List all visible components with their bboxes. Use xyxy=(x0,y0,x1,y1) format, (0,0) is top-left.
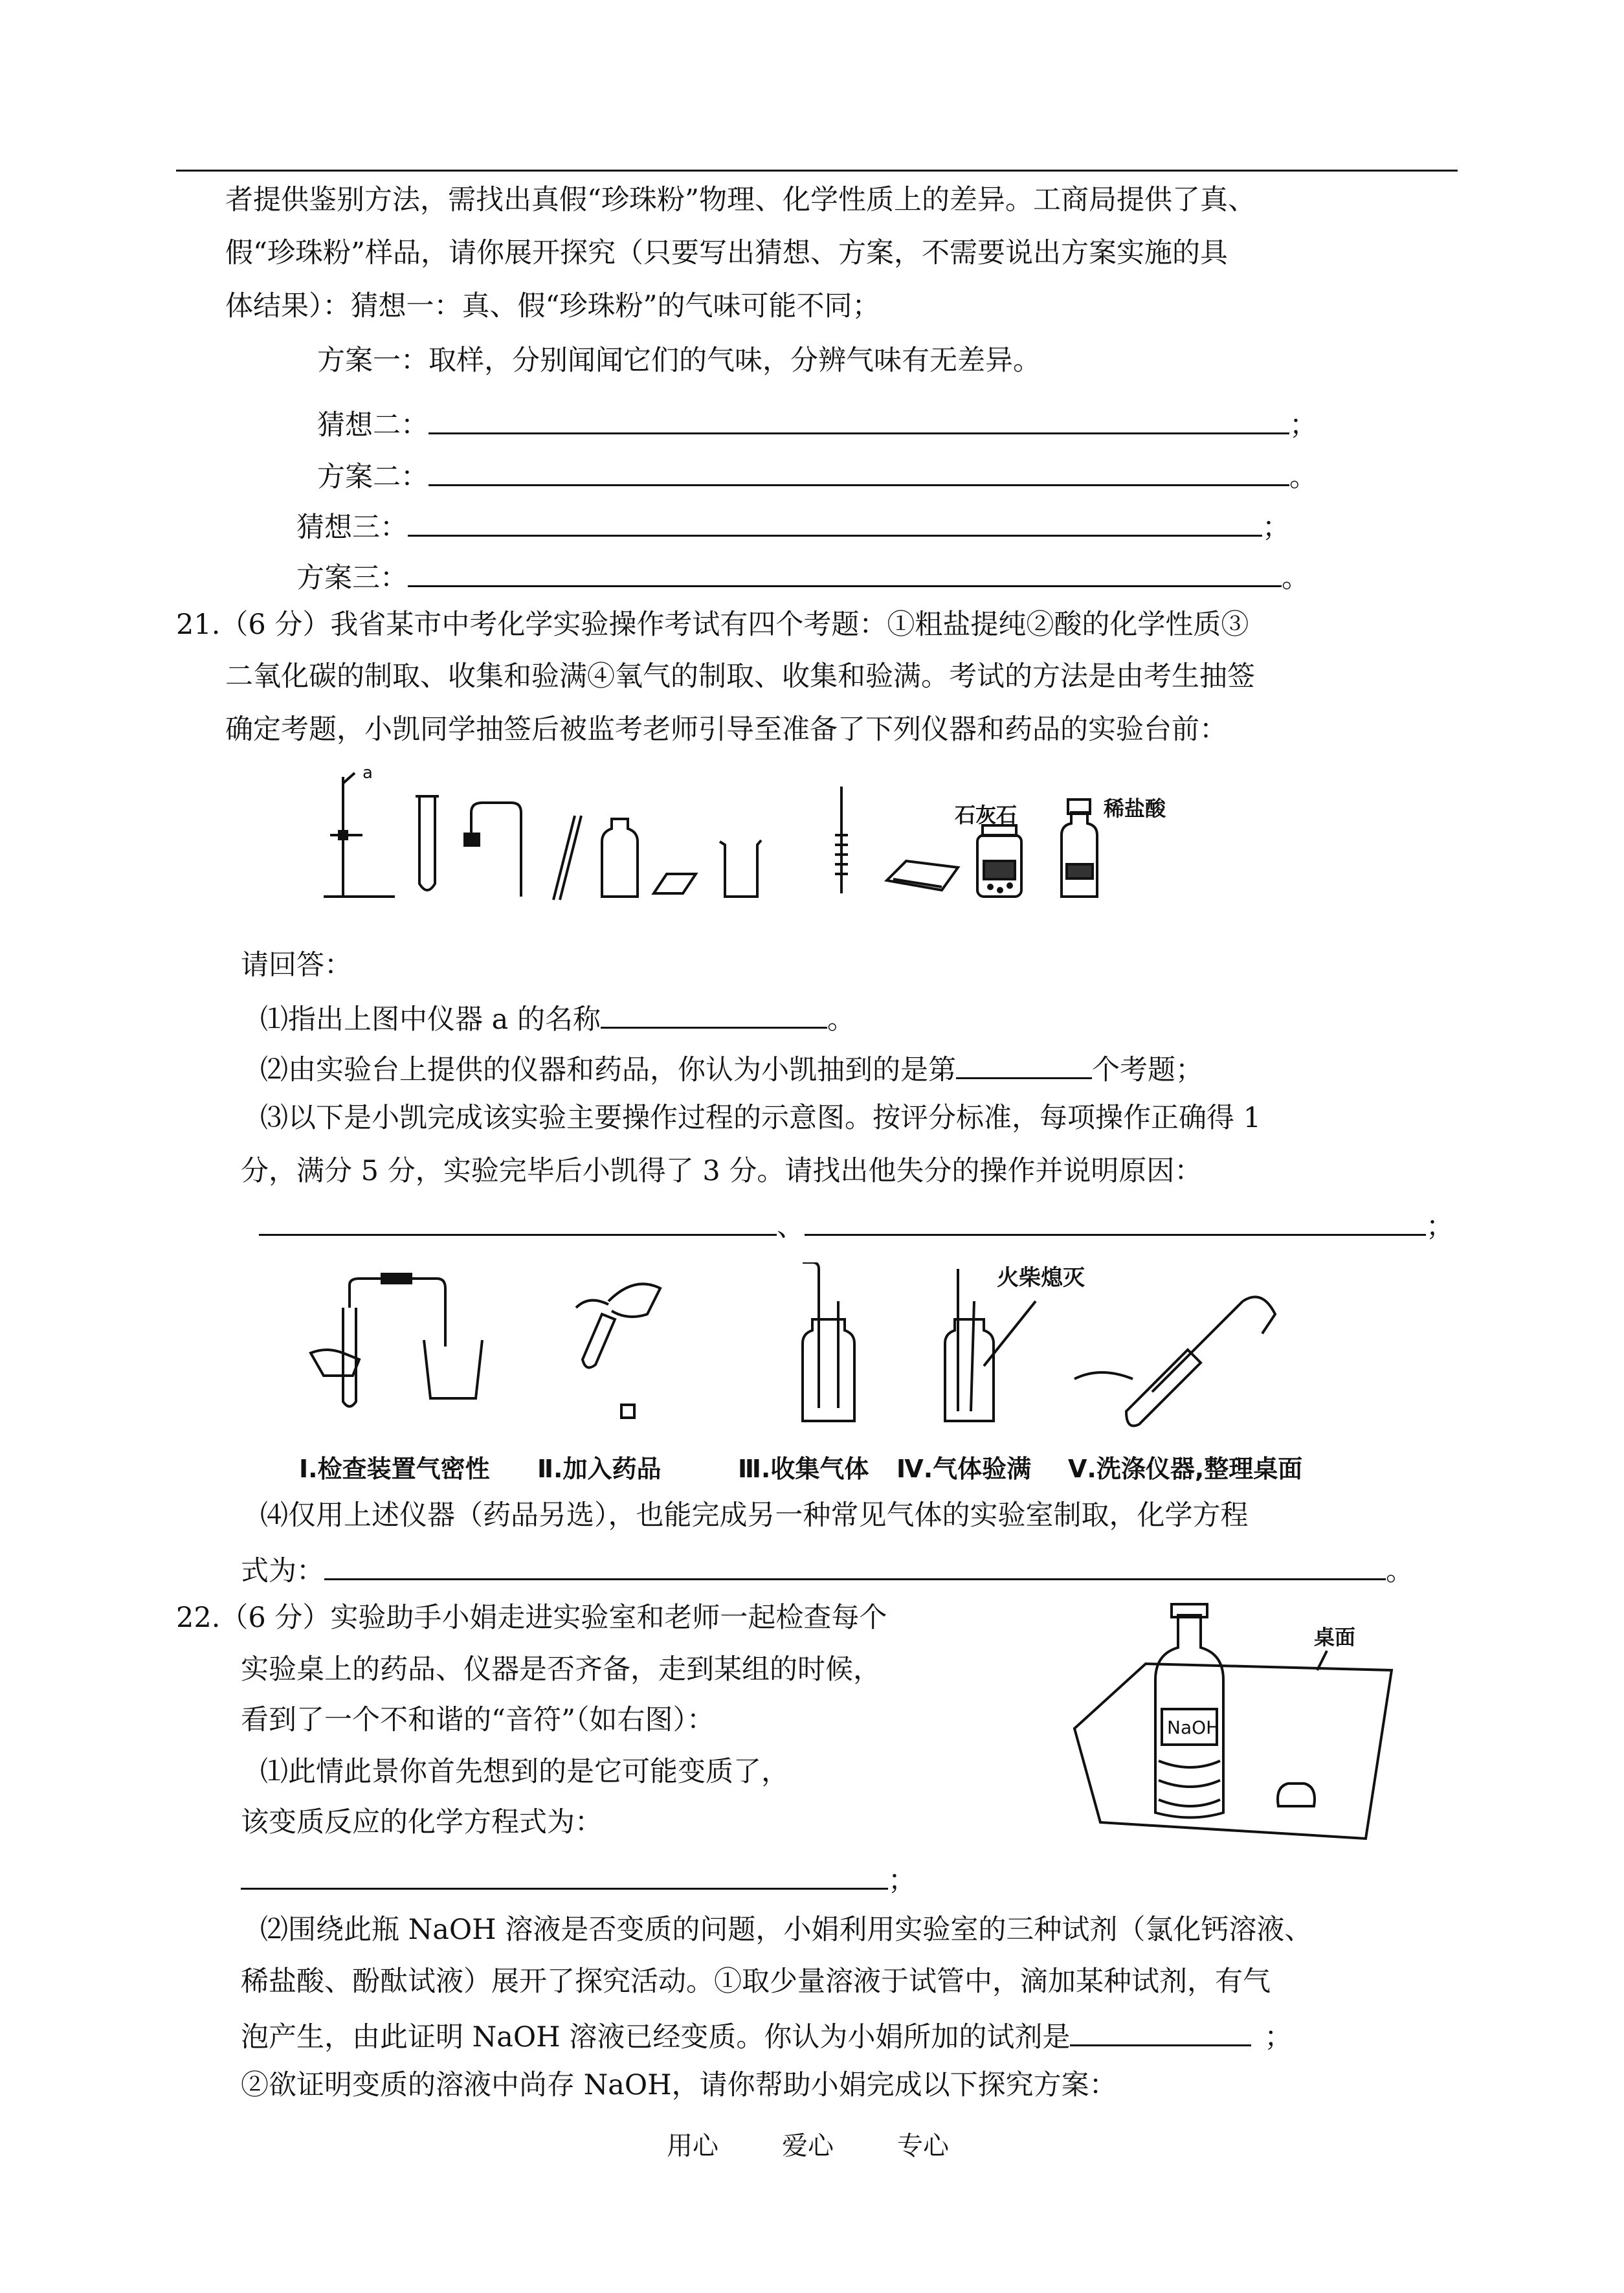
q22-sub1-answer-row xyxy=(241,1863,916,1895)
intro-line-3: 体结果）：猜想一：真、假“珍珠粉”的气味可能不同； xyxy=(225,290,880,322)
bottle-label: NaOH xyxy=(1167,1717,1220,1738)
q22-sub2-line-1: ⑵围绕此瓶 NaOH 溶液是否变质的问题，小娟利用实验室的三种试剂（氯化钙溶液、 xyxy=(260,1914,1313,1946)
sub1-text: ⑴指出上图中仪器 a 的名称 xyxy=(260,1003,601,1036)
sub4-row xyxy=(241,1554,1414,1585)
guess-2-end: ； xyxy=(1289,409,1317,442)
q21-line-1: 21.（6 分）我省某市中考化学实验操作考试有四个考题：①粗盐提纯②酸的化学性质③ xyxy=(176,609,1249,641)
step-label-3: Ⅲ.收集气体 xyxy=(738,1455,869,1483)
label-dilute-hcl: 稀盐酸 xyxy=(1104,796,1166,821)
answer-prompt: 请回答： xyxy=(241,949,352,981)
header-rule xyxy=(176,170,1458,172)
sub4-end: 。 xyxy=(1386,1555,1414,1587)
matchbox-icon xyxy=(887,861,958,890)
acid-bottle-icon xyxy=(1062,800,1097,897)
plan-2-row xyxy=(317,460,1317,491)
gas-bottle-icon xyxy=(602,819,638,897)
beaker-icon xyxy=(720,840,761,897)
q22-line-2: 实验桌上的药品、仪器是否齐备，走到某组的时候， xyxy=(241,1653,881,1686)
apparatus-figure xyxy=(324,764,1295,913)
sub3-end: ； xyxy=(1426,1211,1454,1243)
guess-2-label: 猜想二： xyxy=(317,409,428,442)
operation-steps-figure xyxy=(298,1262,1333,1457)
sub3-line-2: 分，满分 5 分，实验完毕后小凯得了 3 分。请找出他失分的操作并说明原因： xyxy=(241,1155,1203,1187)
sub3-answer-blank-2[interactable] xyxy=(805,1209,1426,1236)
sub4-answer-blank[interactable] xyxy=(324,1554,1386,1580)
sub3-separator: 、 xyxy=(777,1211,805,1243)
glass-plate-icon xyxy=(654,874,696,893)
sub2-end: 个考题； xyxy=(1092,1054,1203,1086)
sub3-answer-row xyxy=(259,1209,1454,1241)
sub2-text: ⑵由实验台上提供的仪器和药品，你认为小凯抽到的是第 xyxy=(260,1054,956,1086)
plan-2-end: 。 xyxy=(1289,461,1317,493)
limestone-jar-icon xyxy=(977,825,1021,897)
sub3-answer-blank-1[interactable] xyxy=(259,1209,777,1236)
table-label: 桌面 xyxy=(1314,1625,1356,1650)
guess-3-answer-blank[interactable] xyxy=(408,510,1262,537)
sub2-row xyxy=(260,1053,1203,1084)
sub1-row xyxy=(260,1002,855,1034)
table-surface-icon xyxy=(1074,1664,1392,1839)
q21-line-2: 二氧化碳的制取、收集和验满④氧气的制取、收集和验满。考试的方法是由考生抽签 xyxy=(225,660,1255,693)
step2-add-reagent-icon xyxy=(576,1284,660,1418)
plan-2-label: 方案二： xyxy=(317,461,428,493)
reagent-answer-blank[interactable] xyxy=(1070,2020,1251,2046)
plan-3-row xyxy=(296,561,1309,592)
plan-3-label: 方案三： xyxy=(296,562,408,594)
q22-line-3: 看到了一个不和谐的“音符”（如右图）： xyxy=(241,1704,715,1736)
sub2-answer-blank[interactable] xyxy=(956,1053,1092,1079)
step5-wash-instruments-icon xyxy=(1074,1297,1275,1426)
plan-2-answer-blank[interactable] xyxy=(428,460,1289,486)
naoh-bottle-figure xyxy=(1062,1599,1398,1845)
iron-stand-icon xyxy=(324,773,395,897)
plan-1-text: 方案一：取样，分别闻闻它们的气味，分辨气味有无差异。 xyxy=(317,344,1041,377)
sub4-line-1: ⑷仅用上述仪器（药品另选），也能完成另一种常见气体的实验室制取，化学方程 xyxy=(260,1499,1249,1532)
step1-airtight-check-icon xyxy=(311,1274,482,1407)
label-limestone: 石灰石 xyxy=(955,803,1018,827)
footer-word-2: 爱心 xyxy=(782,2131,834,2161)
guess-2-answer-blank[interactable] xyxy=(428,408,1289,434)
sub1-answer-blank[interactable] xyxy=(601,1002,827,1029)
guess-3-row xyxy=(296,510,1290,542)
footer-word-3: 专心 xyxy=(897,2131,949,2161)
q22-sub2-line-2: 稀盐酸、酚酞试液）展开了探究活动。①取少量溶液于试管中，滴加某种试剂，有气 xyxy=(241,1965,1271,1998)
bottle-stopper-icon xyxy=(1278,1784,1315,1806)
guess-2-row xyxy=(317,408,1317,440)
sub1-end: 。 xyxy=(827,1003,855,1036)
intro-line-2: 假“珍珠粉”样品，请你展开探究（只要写出猜想、方案，不需要说出方案实施的具 xyxy=(225,237,1228,269)
q21-line-3: 确定考题，小凯同学抽签后被监考老师引导至准备了下列仪器和药品的实验台前： xyxy=(225,713,1227,746)
plan-3-answer-blank[interactable] xyxy=(408,561,1282,587)
match-extinguished-label: 火柴熄灭 xyxy=(997,1265,1085,1291)
step-label-2: Ⅱ.加入药品 xyxy=(537,1455,662,1483)
q22-sub2-line-3: 泡产生，由此证明 NaOH 溶液已经变质。你认为小娟所加的试剂是 xyxy=(241,2021,1071,2053)
q22-sub1-line-2: 该变质反应的化学方程式为： xyxy=(241,1806,603,1839)
q22-line-1: 22.（6 分）实验助手小娟走进实验室和老师一起检查每个 xyxy=(176,1602,887,1634)
delivery-tube-icon xyxy=(465,803,521,897)
intro-line-1: 者提供鉴别方法，需找出真假“珍珠粉”物理、化学性质上的差异。工商局提供了真、 xyxy=(225,184,1256,216)
step-label-5: Ⅴ.洗涤仪器,整理桌面 xyxy=(1068,1455,1303,1483)
step4-test-fullness-icon xyxy=(945,1269,1036,1421)
guess-3-label: 猜想三： xyxy=(296,511,408,544)
q22-sub2-line-3-row xyxy=(241,2020,1292,2052)
plan-3-end: 。 xyxy=(1282,562,1309,594)
q22-sub1-end: ； xyxy=(888,1864,916,1897)
q22-sub1-line-1: ⑴此情此景你首先想到的是它可能变质了， xyxy=(260,1756,789,1788)
q22-sub1-answer-blank[interactable] xyxy=(241,1863,888,1890)
step-label-4: Ⅳ.气体验满 xyxy=(896,1455,1032,1483)
footer-word-1: 用心 xyxy=(667,2131,718,2161)
guess-3-end: ； xyxy=(1262,511,1290,544)
test-tube-icon xyxy=(419,796,435,890)
q22-sub2-line-4: ②欲证明变质的溶液中尚存 NaOH，请你帮助小娟完成以下探究方案： xyxy=(241,2069,1117,2101)
q22-sub2-line-3-end: ； xyxy=(1264,2021,1293,2053)
test-tube-brush-icon xyxy=(835,787,848,893)
step3-collect-gas-icon xyxy=(803,1262,854,1421)
sub4-prefix: 式为： xyxy=(241,1555,324,1587)
sub3-line-1: ⑶以下是小凯完成该实验主要操作过程的示意图。按评分标准，每项操作正确得 1 xyxy=(260,1102,1262,1134)
label-a: a xyxy=(362,764,373,783)
step-label-1: Ⅰ.检查装置气密性 xyxy=(299,1455,490,1483)
